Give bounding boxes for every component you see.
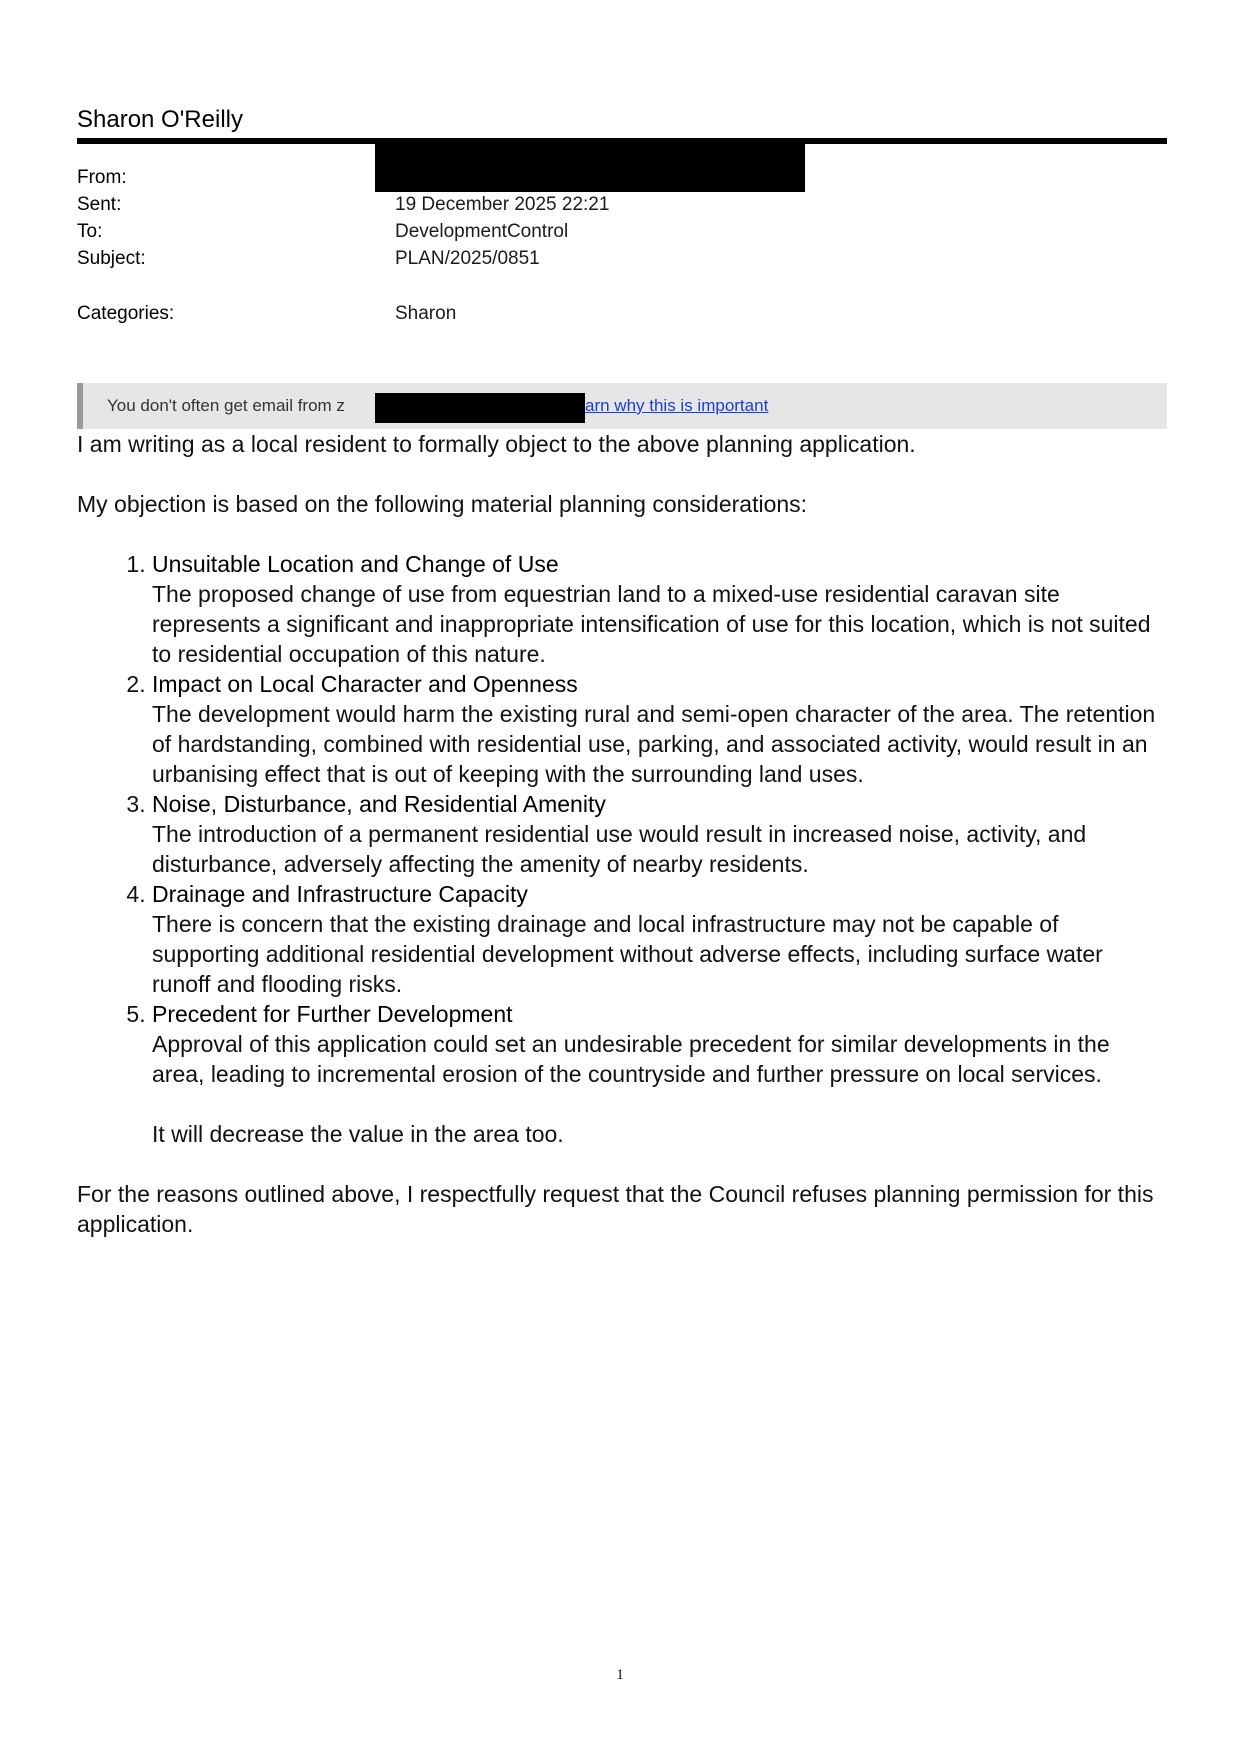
to-value: DevelopmentControl [395,221,569,242]
notice-text: You don't often get email from z [107,396,345,415]
learn-why-link[interactable]: arn why this is important [585,396,769,415]
list-item [152,549,1167,669]
objection-text: The proposed change of use from equestrian land to a mixed-use residential caravan site represents a significant and inappropriate intensification of use for this location, which is not suited to residential occupation of this nature. [152,581,1151,667]
sent-value: 19 December 2025 22:21 [395,194,610,215]
objection-text: The development would harm the existing rural and semi-open character of the area. The retention of hardstanding, combined with residential use, parking, and associated activity, would result in an urbanising effect that is out of keeping with the surrounding land uses. [152,701,1156,787]
objection-title: 1. Unsuitable Location and Change of Use [152,551,559,577]
objection-text: The introduction of a permanent residential use would result in increased noise, activity, and disturbance, adversely affecting the amenity of nearby residents. [152,821,1087,877]
extra-note: It will decrease the value in the area too. [152,1121,564,1147]
categories-value: Sharon [395,303,457,324]
sender-name: Sharon O'Reilly [77,106,243,133]
subject-label: Subject: [77,248,146,269]
list-item [152,999,1167,1089]
page-number: 1 [616,1667,624,1683]
objection-title: 3. Noise, Disturbance, and Residential Amenity [152,791,606,817]
objection-title: 4. Drainage and Infrastructure Capacity [152,881,528,907]
objection-list [77,549,1167,1089]
objection-text: Approval of this application could set an undesirable precedent for similar developments in the area, leading to incremental erosion of the countryside and further pressure on local services. [152,1031,1110,1087]
from-label: From: [77,167,127,188]
email-header-fields [77,164,1167,327]
categories-label: Categories: [77,303,175,324]
list-item [152,669,1167,789]
subject-value: PLAN/2025/0851 [395,248,540,269]
redaction-bar-notice [375,393,585,423]
objection-text: There is concern that the existing drainage and local infrastructure may not be capable of supporting additional residential development without adverse effects, including surface water runoff and flooding risks. [152,911,1103,997]
lead-paragraph: My objection is based on the following material planning considerations: [77,491,808,517]
sent-row [77,191,1167,218]
list-item [152,879,1167,999]
objection-title: 5. Precedent for Further Development [152,1001,513,1027]
sent-label: Sent: [77,194,122,215]
intro-paragraph: I am writing as a local resident to formally object to the above planning application. [77,431,916,457]
list-item [152,789,1167,879]
to-label: To: [77,221,103,242]
categories-row [77,300,1167,327]
closing-paragraph: For the reasons outlined above, I respectfully request that the Council refuses planning permission for this application. [77,1181,1154,1237]
subject-row [77,245,1167,272]
external-sender-notice [77,383,1167,429]
to-row [77,218,1167,245]
objection-title: 2. Impact on Local Character and Openness [152,671,578,697]
email-printout [77,104,1167,1239]
redaction-bar-from [375,140,805,192]
